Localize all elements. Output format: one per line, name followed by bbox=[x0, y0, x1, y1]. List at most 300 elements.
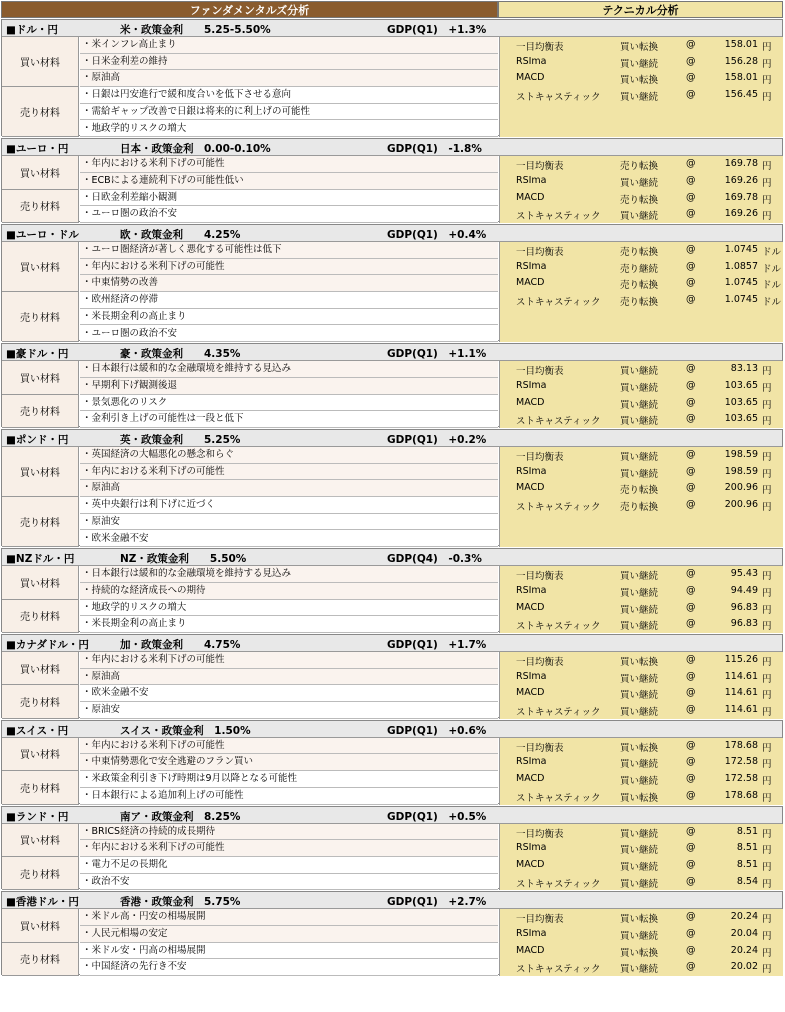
signal-label: 売り転換 bbox=[620, 280, 659, 292]
indicator-name: MACD bbox=[516, 773, 545, 785]
price-unit: 円 bbox=[762, 366, 772, 378]
technical-row bbox=[500, 466, 783, 482]
signal-label: 売り転換 bbox=[620, 485, 659, 497]
technical-row bbox=[500, 756, 783, 772]
sell-factor-item: ・欧米金融不安 bbox=[80, 531, 498, 548]
technical-row bbox=[500, 294, 783, 310]
buy-factor-item: ・持続的な経済成長への期待 bbox=[80, 583, 498, 600]
currency-pair-label: ■香港ドル・円 bbox=[6, 896, 79, 909]
section-title-bar bbox=[2, 430, 782, 447]
signal-label: 買い継続 bbox=[620, 58, 659, 70]
gdp-label: GDP(Q1) +1.7% bbox=[387, 639, 487, 651]
gdp-label: GDP(Q4) -0.3% bbox=[387, 553, 482, 566]
sell-factor-item: ・英中央銀行は利下げに近づく bbox=[80, 497, 498, 514]
sell-factor-item: ・電力不足の長期化 bbox=[80, 857, 498, 874]
sell-factors-label: 売り材料 bbox=[2, 395, 79, 428]
currency-pair-label: ■カナダドル・円 bbox=[6, 639, 89, 651]
price-unit: 円 bbox=[762, 828, 772, 840]
technical-row bbox=[500, 449, 783, 465]
signal-label: 買い継続 bbox=[620, 587, 659, 599]
currency-pair-label: ■ユーロ・円 bbox=[6, 143, 69, 156]
technical-panel bbox=[499, 37, 783, 137]
price-value: 96.83 bbox=[730, 618, 758, 630]
buy-factor-item: ・ECBによる連続利下げの可能性低い bbox=[80, 173, 498, 190]
sell-factor-item: ・地政学的リスクの増大 bbox=[80, 600, 498, 617]
technical-row bbox=[500, 961, 783, 977]
sell-factors-label: 売り材料 bbox=[2, 600, 79, 633]
indicator-name: ストキャスティック bbox=[516, 792, 601, 804]
buy-factor-item: ・年内における米利下げの可能性 bbox=[80, 738, 498, 755]
fundamentals-header: ファンダメンタルズ分析 bbox=[1, 1, 498, 18]
at-symbol: @ bbox=[686, 277, 696, 289]
price-unit: 円 bbox=[762, 947, 772, 959]
technical-row bbox=[500, 89, 783, 105]
signal-label: 買い継続 bbox=[620, 931, 659, 943]
buy-factor-item: ・BRICS経済の持続的成長期待 bbox=[80, 824, 498, 841]
technical-row bbox=[500, 72, 783, 88]
at-symbol: @ bbox=[686, 413, 696, 425]
price-value: 95.43 bbox=[730, 568, 758, 580]
buy-factor-item: ・年内における米利下げの可能性 bbox=[80, 840, 498, 857]
indicator-name: ストキャスティック bbox=[516, 502, 601, 514]
technical-panel bbox=[499, 824, 783, 891]
at-symbol: @ bbox=[686, 294, 696, 306]
technical-row bbox=[500, 826, 783, 842]
price-value: 20.24 bbox=[730, 944, 758, 956]
price-value: 8.51 bbox=[736, 825, 758, 837]
signal-label: 買い転換 bbox=[620, 914, 659, 926]
technical-row bbox=[500, 876, 783, 892]
technical-row bbox=[500, 261, 783, 277]
price-unit: 円 bbox=[762, 657, 772, 668]
signal-label: 買い継続 bbox=[620, 211, 659, 223]
sell-factor-item: ・地政学的リスクの増大 bbox=[80, 121, 498, 138]
sell-factor-item: ・米ドル安・円高の相場展開 bbox=[80, 943, 498, 960]
currency-pair-label: ■スイス・円 bbox=[6, 724, 69, 737]
technical-row bbox=[500, 277, 783, 293]
price-unit: 円 bbox=[762, 42, 772, 53]
price-value: 169.78 bbox=[724, 191, 758, 203]
price-unit: ドル bbox=[762, 263, 782, 275]
sell-factor-item: ・米政策金利引き下げ時期は9月以降となる可能性 bbox=[80, 771, 498, 788]
signal-label: 買い継続 bbox=[620, 776, 659, 788]
price-unit: 円 bbox=[762, 161, 772, 173]
price-value: 1.0857 bbox=[724, 260, 758, 272]
sell-factor-item: ・日銀は円安進行で緩和度合いを低下させる意向 bbox=[80, 87, 498, 104]
technical-panel bbox=[499, 566, 783, 633]
signal-label: 売り転換 bbox=[620, 247, 659, 258]
currency-section bbox=[1, 891, 783, 975]
buy-factors-label: 買い材料 bbox=[2, 37, 79, 87]
sell-factors-label: 売り材料 bbox=[2, 857, 79, 890]
sell-factor-item: ・原油安 bbox=[80, 702, 498, 719]
price-value: 156.45 bbox=[724, 89, 758, 101]
buy-factors-label: 買い材料 bbox=[2, 156, 79, 189]
buy-factor-item: ・英国経済の大幅悪化の懸念和らぐ bbox=[80, 447, 498, 464]
technical-panel bbox=[499, 242, 783, 342]
price-unit: 円 bbox=[762, 452, 772, 463]
price-unit: 円 bbox=[762, 502, 772, 514]
price-value: 198.59 bbox=[724, 449, 758, 460]
currency-pair-label: ■NZドル・円 bbox=[6, 553, 75, 566]
currency-pair-label: ■ドル・円 bbox=[6, 24, 58, 36]
indicator-name: 一目均衡表 bbox=[516, 42, 564, 53]
technical-row bbox=[500, 568, 783, 584]
technical-row bbox=[500, 482, 783, 498]
sell-factors-label: 売り材料 bbox=[2, 943, 79, 976]
buy-factors-label: 買い材料 bbox=[2, 566, 79, 599]
signal-label: 買い継続 bbox=[620, 92, 659, 104]
price-value: 169.78 bbox=[724, 158, 758, 170]
technical-row bbox=[500, 585, 783, 601]
buy-factor-item: ・日本銀行は緩和的な金融環境を維持する見込み bbox=[80, 361, 498, 378]
at-symbol: @ bbox=[686, 55, 696, 67]
technical-row bbox=[500, 911, 783, 927]
at-symbol: @ bbox=[686, 928, 696, 940]
policy-rate-label: 南ア・政策金利 8.25% bbox=[120, 810, 241, 823]
indicator-name: 一目均衡表 bbox=[516, 366, 564, 378]
indicator-name: RSIma bbox=[516, 55, 547, 67]
signal-label: 買い転換 bbox=[620, 75, 659, 87]
buy-factor-item: ・年内における米利下げの可能性 bbox=[80, 156, 498, 173]
signal-label: 買い継続 bbox=[620, 604, 659, 616]
technical-row bbox=[500, 244, 783, 260]
signal-label: 買い継続 bbox=[620, 845, 659, 857]
sell-factor-item: ・中国経済の先行き不安 bbox=[80, 959, 498, 976]
price-unit: 円 bbox=[762, 690, 772, 702]
currency-section bbox=[1, 806, 783, 890]
technical-row bbox=[500, 208, 783, 224]
section-title-bar bbox=[2, 225, 782, 242]
price-value: 178.68 bbox=[724, 789, 758, 801]
section-title-bar bbox=[2, 549, 782, 566]
signal-label: 買い転換 bbox=[620, 742, 659, 754]
indicator-name: 一目均衡表 bbox=[516, 571, 564, 583]
section-title-bar bbox=[2, 139, 782, 156]
price-value: 1.0745 bbox=[724, 294, 758, 306]
buy-factor-item: ・年内における米利下げの可能性 bbox=[80, 259, 498, 276]
signal-label: 買い継続 bbox=[620, 673, 659, 685]
signal-label: 買い継続 bbox=[620, 382, 659, 394]
price-unit: 円 bbox=[762, 571, 772, 583]
price-unit: 円 bbox=[762, 399, 772, 411]
signal-label: 買い継続 bbox=[620, 416, 659, 428]
technical-row bbox=[500, 790, 783, 806]
currency-pair-label: ■ポンド・円 bbox=[6, 434, 69, 446]
price-unit: 円 bbox=[762, 177, 772, 189]
indicator-name: MACD bbox=[516, 482, 545, 494]
indicator-name: 一目均衡表 bbox=[516, 247, 564, 258]
buy-factor-item: ・米ドル高・円安の相場展開 bbox=[80, 909, 498, 926]
technical-panel bbox=[499, 652, 783, 719]
at-symbol: @ bbox=[686, 244, 696, 255]
signal-label: 買い継続 bbox=[620, 468, 659, 480]
technical-row bbox=[500, 602, 783, 618]
indicator-name: MACD bbox=[516, 396, 545, 408]
technical-row bbox=[500, 928, 783, 944]
buy-factor-item: ・原油高 bbox=[80, 480, 498, 497]
buy-factor-item: ・ユーロ圏経済が著しく悪化する可能性は低下 bbox=[80, 242, 498, 259]
price-unit: 円 bbox=[762, 845, 772, 857]
at-symbol: @ bbox=[686, 584, 696, 596]
indicator-name: 一目均衡表 bbox=[516, 452, 564, 463]
indicator-name: MACD bbox=[516, 191, 545, 203]
price-value: 8.51 bbox=[736, 842, 758, 854]
at-symbol: @ bbox=[686, 825, 696, 837]
price-value: 115.26 bbox=[724, 654, 758, 665]
price-value: 83.13 bbox=[730, 363, 758, 375]
signal-label: 買い継続 bbox=[620, 571, 659, 583]
gdp-label: GDP(Q1) +1.1% bbox=[387, 348, 487, 361]
sell-factor-item: ・ユーロ圏の政治不安 bbox=[80, 326, 498, 343]
technical-row bbox=[500, 740, 783, 756]
gdp-label: GDP(Q1) +0.2% bbox=[387, 434, 487, 446]
buy-factor-item: ・中東情勢の改善 bbox=[80, 275, 498, 292]
signal-label: 買い継続 bbox=[620, 452, 659, 463]
buy-factors-label: 買い材料 bbox=[2, 909, 79, 942]
buy-factors-label: 買い材料 bbox=[2, 242, 79, 292]
policy-rate-label: 加・政策金利 4.75% bbox=[120, 639, 241, 651]
price-unit: 円 bbox=[762, 485, 772, 497]
at-symbol: @ bbox=[686, 858, 696, 870]
sell-factors-label: 売り材料 bbox=[2, 190, 79, 223]
indicator-name: RSIma bbox=[516, 584, 547, 596]
technical-panel bbox=[499, 738, 783, 805]
at-symbol: @ bbox=[686, 260, 696, 272]
indicator-name: 一目均衡表 bbox=[516, 914, 564, 926]
buy-factor-item: ・日米金利差の維持 bbox=[80, 54, 498, 71]
section-title-bar bbox=[2, 20, 782, 37]
technical-row bbox=[500, 654, 783, 670]
currency-section bbox=[1, 720, 783, 804]
indicator-name: 一目均衡表 bbox=[516, 828, 564, 840]
indicator-name: RSIma bbox=[516, 756, 547, 768]
price-value: 178.68 bbox=[724, 739, 758, 751]
indicator-name: ストキャスティック bbox=[516, 297, 601, 309]
price-value: 20.02 bbox=[730, 961, 758, 973]
buy-factors-label: 買い材料 bbox=[2, 361, 79, 394]
gdp-label: GDP(Q1) +2.7% bbox=[387, 896, 487, 909]
indicator-name: 一目均衡表 bbox=[516, 742, 564, 754]
policy-rate-label: スイス・政策金利 1.50% bbox=[120, 724, 251, 737]
technical-header: テクニカル分析 bbox=[498, 1, 783, 18]
price-unit: 円 bbox=[762, 931, 772, 943]
at-symbol: @ bbox=[686, 499, 696, 511]
sell-factor-item: ・日欧金利差縮小観測 bbox=[80, 190, 498, 207]
price-unit: 円 bbox=[762, 382, 772, 394]
price-value: 169.26 bbox=[724, 208, 758, 220]
sell-factor-item: ・ユーロ圏の政治不安 bbox=[80, 206, 498, 223]
buy-factor-item: ・人民元相場の安定 bbox=[80, 926, 498, 943]
at-symbol: @ bbox=[686, 39, 696, 50]
buy-factors-label: 買い材料 bbox=[2, 738, 79, 771]
at-symbol: @ bbox=[686, 670, 696, 682]
at-symbol: @ bbox=[686, 208, 696, 220]
buy-factor-item: ・米インフレ高止まり bbox=[80, 37, 498, 54]
policy-rate-label: 豪・政策金利 4.35% bbox=[120, 348, 241, 361]
at-symbol: @ bbox=[686, 158, 696, 170]
signal-label: 買い継続 bbox=[620, 861, 659, 873]
price-value: 172.58 bbox=[724, 773, 758, 785]
indicator-name: RSIma bbox=[516, 465, 547, 477]
price-unit: 円 bbox=[762, 776, 772, 788]
signal-label: 買い転換 bbox=[620, 657, 659, 668]
sell-factor-item: ・日本銀行による追加利上げの可能性 bbox=[80, 788, 498, 805]
indicator-name: RSIma bbox=[516, 174, 547, 186]
section-title-bar bbox=[2, 807, 782, 824]
technical-row bbox=[500, 380, 783, 396]
price-unit: 円 bbox=[762, 58, 772, 70]
sell-factors-label: 売り材料 bbox=[2, 87, 79, 137]
policy-rate-label: 英・政策金利 5.25% bbox=[120, 434, 241, 446]
price-value: 20.24 bbox=[730, 911, 758, 923]
price-value: 1.0745 bbox=[724, 277, 758, 289]
price-unit: 円 bbox=[762, 707, 772, 719]
price-unit: 円 bbox=[762, 759, 772, 771]
currency-pair-label: ■ランド・円 bbox=[6, 810, 69, 823]
at-symbol: @ bbox=[686, 601, 696, 613]
sell-factor-item: ・需給ギャップ改善で日銀は将来的に利上げの可能性 bbox=[80, 104, 498, 121]
signal-label: 買い継続 bbox=[620, 707, 659, 719]
technical-panel bbox=[499, 909, 783, 976]
buy-factors-label: 買い材料 bbox=[2, 447, 79, 497]
indicator-name: MACD bbox=[516, 277, 545, 289]
price-value: 169.26 bbox=[724, 174, 758, 186]
indicator-name: ストキャスティック bbox=[516, 621, 601, 633]
at-symbol: @ bbox=[686, 568, 696, 580]
at-symbol: @ bbox=[686, 961, 696, 973]
currency-section bbox=[1, 548, 783, 632]
price-value: 8.51 bbox=[736, 858, 758, 870]
sell-factor-item: ・原油安 bbox=[80, 514, 498, 531]
at-symbol: @ bbox=[686, 687, 696, 699]
at-symbol: @ bbox=[686, 842, 696, 854]
technical-panel bbox=[499, 361, 783, 428]
price-value: 156.28 bbox=[724, 55, 758, 67]
technical-row bbox=[500, 158, 783, 174]
at-symbol: @ bbox=[686, 704, 696, 716]
section-title-bar bbox=[2, 635, 782, 652]
currency-section bbox=[1, 634, 783, 718]
price-unit: ドル bbox=[762, 297, 782, 309]
price-unit: 円 bbox=[762, 878, 772, 890]
section-title-bar bbox=[2, 892, 782, 909]
price-unit: ドル bbox=[762, 280, 782, 292]
technical-row bbox=[500, 39, 783, 55]
sell-factor-item: ・欧州経済の停滞 bbox=[80, 292, 498, 309]
policy-rate-label: 米・政策金利 5.25-5.50% bbox=[120, 24, 271, 36]
section-title-bar bbox=[2, 344, 782, 361]
technical-row bbox=[500, 56, 783, 72]
at-symbol: @ bbox=[686, 654, 696, 665]
technical-row bbox=[500, 175, 783, 191]
currency-pair-label: ■ユーロ・ドル bbox=[6, 229, 79, 241]
at-symbol: @ bbox=[686, 944, 696, 956]
price-value: 198.59 bbox=[724, 465, 758, 477]
technical-row bbox=[500, 842, 783, 858]
indicator-name: MACD bbox=[516, 687, 545, 699]
price-unit: 円 bbox=[762, 964, 772, 976]
price-unit: 円 bbox=[762, 673, 772, 685]
price-value: 96.83 bbox=[730, 601, 758, 613]
price-value: 103.65 bbox=[724, 413, 758, 425]
price-value: 1.0745 bbox=[724, 244, 758, 255]
currency-section bbox=[1, 19, 783, 136]
price-value: 200.96 bbox=[724, 499, 758, 511]
technical-row bbox=[500, 363, 783, 379]
buy-factor-item: ・原油高 bbox=[80, 669, 498, 686]
indicator-name: MACD bbox=[516, 72, 545, 84]
indicator-name: RSIma bbox=[516, 379, 547, 391]
price-value: 114.61 bbox=[724, 687, 758, 699]
currency-section bbox=[1, 343, 783, 427]
indicator-name: MACD bbox=[516, 858, 545, 870]
price-unit: 円 bbox=[762, 604, 772, 616]
price-unit: 円 bbox=[762, 792, 772, 804]
indicator-name: 一目均衡表 bbox=[516, 657, 564, 668]
technical-row bbox=[500, 618, 783, 634]
price-value: 158.01 bbox=[724, 39, 758, 50]
indicator-name: ストキャスティック bbox=[516, 92, 601, 104]
indicator-name: ストキャスティック bbox=[516, 211, 601, 223]
price-unit: 円 bbox=[762, 861, 772, 873]
signal-label: 買い継続 bbox=[620, 828, 659, 840]
technical-row bbox=[500, 499, 783, 515]
at-symbol: @ bbox=[686, 739, 696, 751]
price-unit: 円 bbox=[762, 92, 772, 104]
policy-rate-label: 欧・政策金利 4.25% bbox=[120, 229, 241, 241]
indicator-name: 一目均衡表 bbox=[516, 161, 564, 173]
technical-row bbox=[500, 192, 783, 208]
policy-rate-label: NZ・政策金利 5.50% bbox=[120, 553, 247, 566]
indicator-name: ストキャスティック bbox=[516, 878, 601, 890]
signal-label: 買い転換 bbox=[620, 42, 659, 53]
indicator-name: ストキャスティック bbox=[516, 964, 601, 976]
signal-label: 売り転換 bbox=[620, 161, 659, 173]
at-symbol: @ bbox=[686, 191, 696, 203]
price-unit: 円 bbox=[762, 468, 772, 480]
indicator-name: MACD bbox=[516, 944, 545, 956]
indicator-name: RSIma bbox=[516, 670, 547, 682]
at-symbol: @ bbox=[686, 449, 696, 460]
gdp-label: GDP(Q1) +0.5% bbox=[387, 810, 487, 823]
signal-label: 売り継続 bbox=[620, 263, 659, 275]
buy-factor-item: ・年内における米利下げの可能性 bbox=[80, 464, 498, 481]
sell-factor-item: ・景気悪化のリスク bbox=[80, 395, 498, 412]
price-value: 103.65 bbox=[724, 396, 758, 408]
sell-factors-label: 売り材料 bbox=[2, 771, 79, 804]
technical-row bbox=[500, 704, 783, 720]
price-value: 200.96 bbox=[724, 482, 758, 494]
currency-section bbox=[1, 224, 783, 341]
signal-label: 買い継続 bbox=[620, 759, 659, 771]
price-value: 114.61 bbox=[724, 704, 758, 716]
price-unit: 円 bbox=[762, 194, 772, 206]
sell-factor-item: ・米長期金利の高止まり bbox=[80, 309, 498, 326]
signal-label: 売り転換 bbox=[620, 297, 659, 309]
signal-label: 買い継続 bbox=[620, 690, 659, 702]
technical-row bbox=[500, 859, 783, 875]
price-unit: 円 bbox=[762, 416, 772, 428]
buy-factor-item: ・日本銀行は緩和的な金融環境を維持する見込み bbox=[80, 566, 498, 583]
at-symbol: @ bbox=[686, 363, 696, 375]
price-value: 158.01 bbox=[724, 72, 758, 84]
at-symbol: @ bbox=[686, 396, 696, 408]
gdp-label: GDP(Q1) +0.4% bbox=[387, 229, 487, 241]
indicator-name: RSIma bbox=[516, 928, 547, 940]
price-value: 20.04 bbox=[730, 928, 758, 940]
buy-factors-label: 買い材料 bbox=[2, 824, 79, 857]
